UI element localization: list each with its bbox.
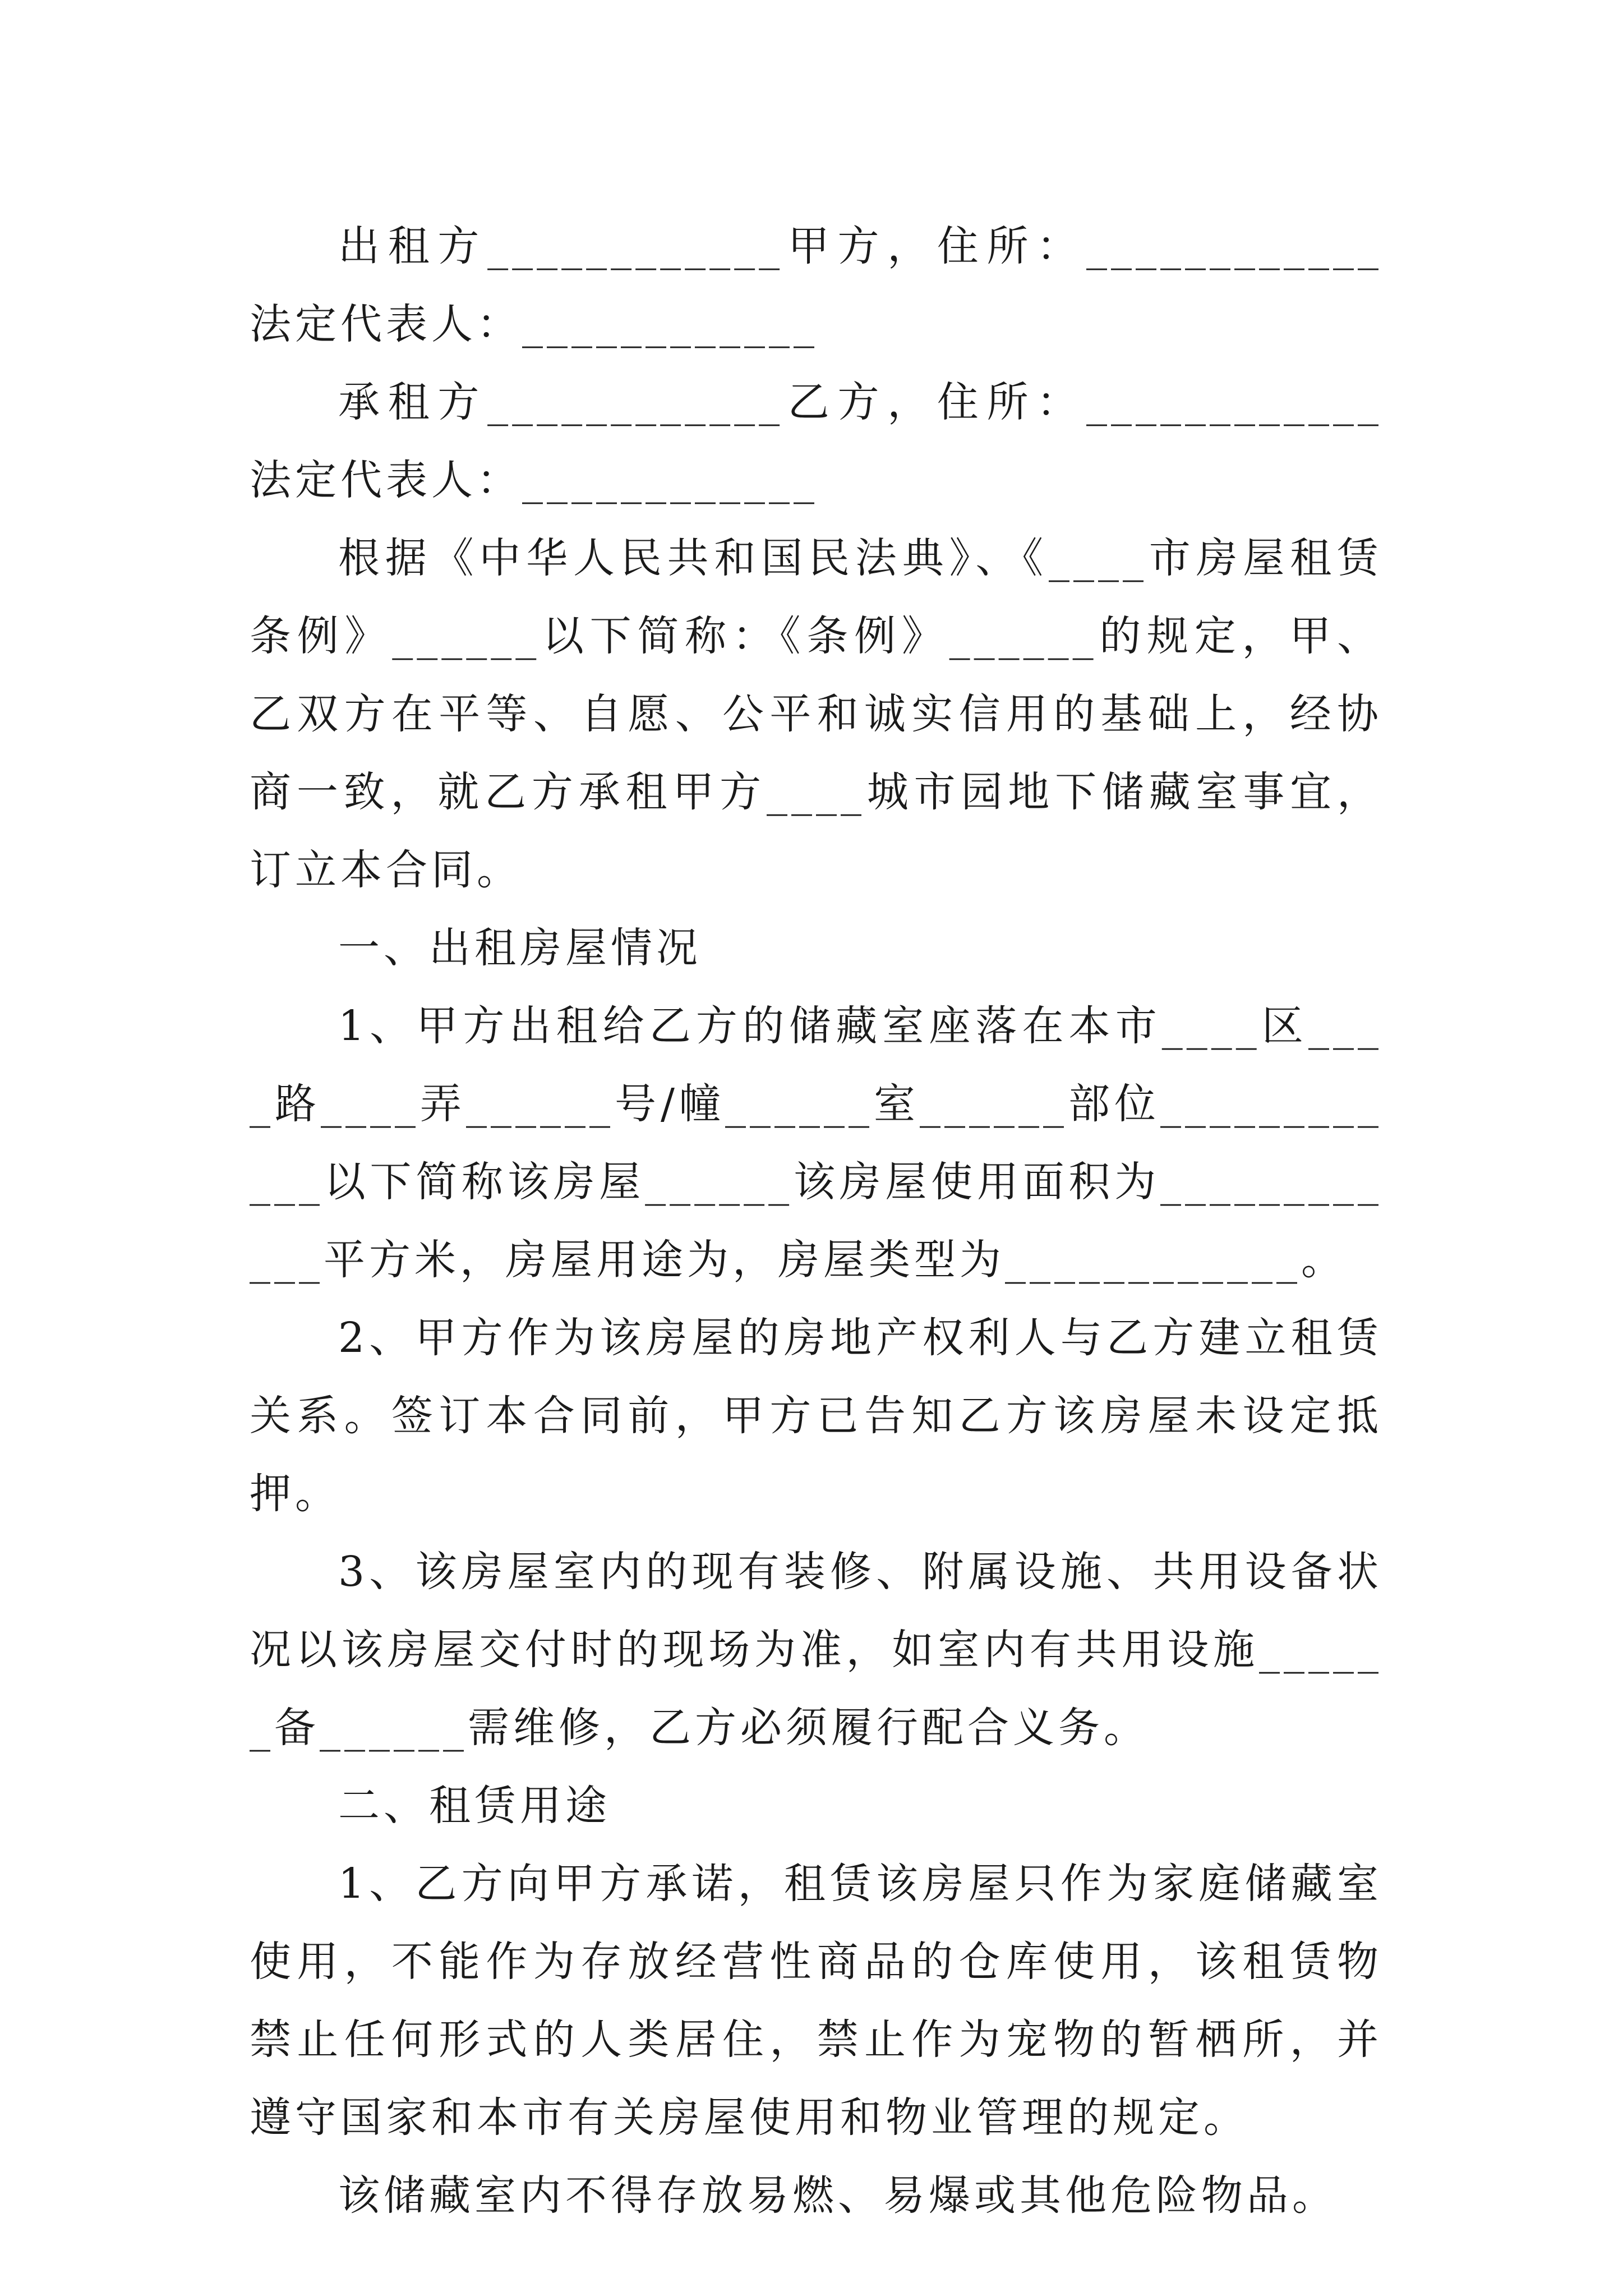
document-body xyxy=(250,208,1382,2235)
lessor-paragraph: 出租方____________甲方，住所：____________法定代表人：____________ xyxy=(250,222,1382,348)
property-rights-paragraph: 2、甲方作为该房屋的房地产权利人与乙方建立租赁关系。签订本合同前，甲方已告知乙方该房屋未设定抵押。 xyxy=(250,1314,1382,1518)
section-heading-rental-property: 一、出租房屋情况 xyxy=(338,924,702,972)
legal-basis-paragraph: 根据《中华人民共和国民法典》、《____市房屋租赁条例》______以下简称：《条例》______的规定，甲、乙双方在平等、自愿、公平和诚实信用的基础上，经协商一致，就乙方承租甲方____城市园地下储藏室事宜，订立本合同。 xyxy=(250,534,1382,894)
facilities-paragraph: 3、该房屋室内的现有装修、附属设施、共用设备状况以该房屋交付时的现场为准，如室内有共用设施______备______需维修，乙方必须履行配合义务。 xyxy=(250,1548,1382,1752)
usage-commitment-paragraph: 1、乙方向甲方承诺，租赁该房屋只作为家庭储藏室使用，不能作为存放经营性商品的仓库使用，该租赁物禁止任何形式的人类居住，禁止作为宠物的暂栖所，并遵守国家和本市有关房屋使用和物业管理的规定。 xyxy=(250,1860,1382,2142)
section-heading-rental-use: 二、租赁用途 xyxy=(338,1782,611,1830)
hazardous-items-paragraph: 该储藏室内不得存放易燃、易爆或其他危险物品。 xyxy=(338,2171,1338,2220)
property-location-paragraph: 1、甲方出租给乙方的储藏室座落在本市____区____路____弄______号/幢______室______部位____________以下简称该房屋______该房屋使用面积为____________平方米，房屋用途为，房屋类型为____________。 xyxy=(250,1002,1382,1284)
lessee-paragraph: 承租方____________乙方，住所：____________法定代表人：____________ xyxy=(250,378,1382,504)
